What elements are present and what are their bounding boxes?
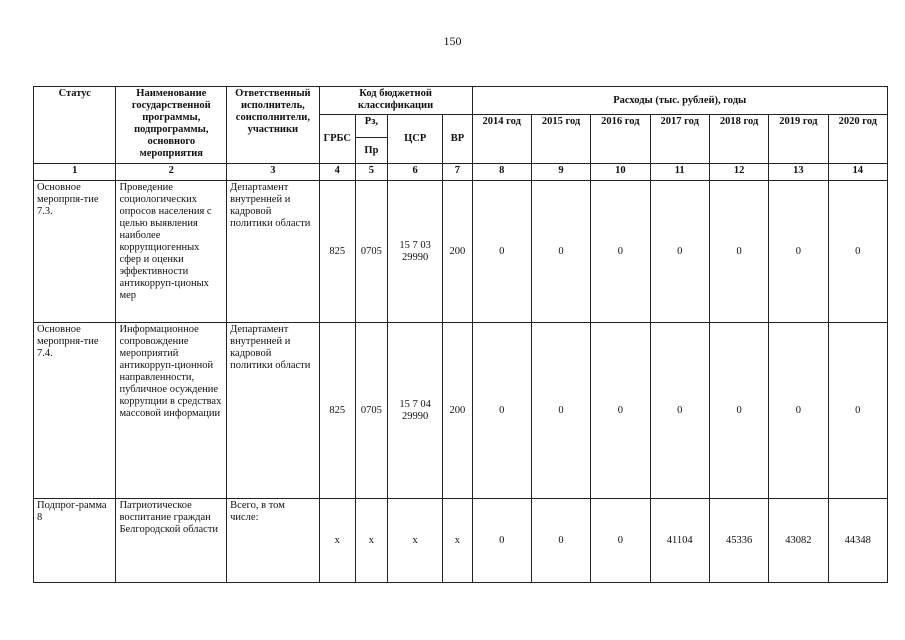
- header-rz: Рз,: [355, 115, 387, 138]
- row-value: 0: [709, 181, 768, 323]
- column-number: 9: [531, 164, 590, 181]
- header-year-2019: 2019 год: [769, 115, 828, 164]
- row-rzpr: x: [355, 499, 387, 583]
- column-number: 2: [116, 164, 227, 181]
- row-value: 0: [531, 323, 590, 499]
- row-responsible: Департамент внутренней и кадровой политики области: [227, 181, 320, 323]
- column-number-row: [34, 164, 888, 181]
- row-grbs: 825: [319, 323, 355, 499]
- row-name: Информационное сопровождение мероприятий антикорруп-ционной направленности, публичное осуждение коррупции в средствах массовой информации: [116, 323, 227, 499]
- row-value: 0: [591, 323, 650, 499]
- row-value: 41104: [650, 499, 709, 583]
- column-number: 14: [828, 164, 887, 181]
- header-status: Статус: [34, 87, 116, 164]
- row-value: 0: [472, 499, 531, 583]
- header-pr: Пр: [355, 138, 387, 164]
- table-row: [34, 499, 888, 583]
- header-year-2015: 2015 год: [531, 115, 590, 164]
- header-year-2017: 2017 год: [650, 115, 709, 164]
- table-row: [34, 181, 888, 323]
- row-responsible: Департамент внутренней и кадровой политики области: [227, 323, 320, 499]
- row-value: 45336: [709, 499, 768, 583]
- row-name: Проведение социологических опросов населения с целью выявления наиболее коррупциогенных сфер и оценки эффективности антикорруп-ционых мер: [116, 181, 227, 323]
- row-value: 0: [650, 323, 709, 499]
- row-status: Подпрог-рамма 8: [34, 499, 116, 583]
- header-year-2018: 2018 год: [709, 115, 768, 164]
- row-responsible: Всего, в том числе:: [227, 499, 320, 583]
- row-value: 0: [591, 499, 650, 583]
- row-vr: x: [443, 499, 472, 583]
- header-vr: ВР: [443, 115, 472, 164]
- row-csr: 15 7 04 29990: [388, 323, 443, 499]
- row-value: 0: [531, 499, 590, 583]
- page-number: 150: [443, 34, 462, 48]
- header-responsible: Ответственный исполнитель, соисполнители, участники: [227, 87, 320, 164]
- column-number: 5: [355, 164, 387, 181]
- header-csr: ЦСР: [388, 115, 443, 164]
- row-value: 0: [650, 181, 709, 323]
- column-number: 11: [650, 164, 709, 181]
- column-number: 1: [34, 164, 116, 181]
- row-name: Патриотическое воспитание граждан Белгородской области: [116, 499, 227, 583]
- row-csr: x: [388, 499, 443, 583]
- column-number: 7: [443, 164, 472, 181]
- row-value: 0: [828, 323, 887, 499]
- row-value: 0: [531, 181, 590, 323]
- header-grbs: ГРБС: [319, 115, 355, 164]
- column-number: 6: [388, 164, 443, 181]
- row-rzpr: 0705: [355, 323, 387, 499]
- column-number: 8: [472, 164, 531, 181]
- header-expenses: Расходы (тыс. рублей), годы: [472, 87, 887, 115]
- header-name: Наименование государственной программы, подпрограммы, основного мероприятия: [116, 87, 227, 164]
- row-value: 0: [472, 323, 531, 499]
- row-value: 0: [591, 181, 650, 323]
- row-value: 0: [472, 181, 531, 323]
- budget-table: [33, 86, 888, 583]
- column-number: 3: [227, 164, 320, 181]
- table-row: [34, 323, 888, 499]
- column-number: 4: [319, 164, 355, 181]
- row-value: 0: [709, 323, 768, 499]
- row-status: Основное меропрня-тие 7.4.: [34, 323, 116, 499]
- row-rzpr: 0705: [355, 181, 387, 323]
- row-vr: 200: [443, 181, 472, 323]
- row-value: 44348: [828, 499, 887, 583]
- header-budget-code: Код бюджетной классификации: [319, 87, 472, 115]
- row-csr: 15 7 03 29990: [388, 181, 443, 323]
- header-year-2020: 2020 год: [828, 115, 887, 164]
- row-value: 0: [828, 181, 887, 323]
- row-grbs: 825: [319, 181, 355, 323]
- row-vr: 200: [443, 323, 472, 499]
- header-year-2014: 2014 год: [472, 115, 531, 164]
- column-number: 13: [769, 164, 828, 181]
- header-year-2016: 2016 год: [591, 115, 650, 164]
- row-value: 43082: [769, 499, 828, 583]
- row-grbs: x: [319, 499, 355, 583]
- column-number: 10: [591, 164, 650, 181]
- row-value: 0: [769, 323, 828, 499]
- column-number: 12: [709, 164, 768, 181]
- row-value: 0: [769, 181, 828, 323]
- row-status: Основное меропрпя-тие 7.3.: [34, 181, 116, 323]
